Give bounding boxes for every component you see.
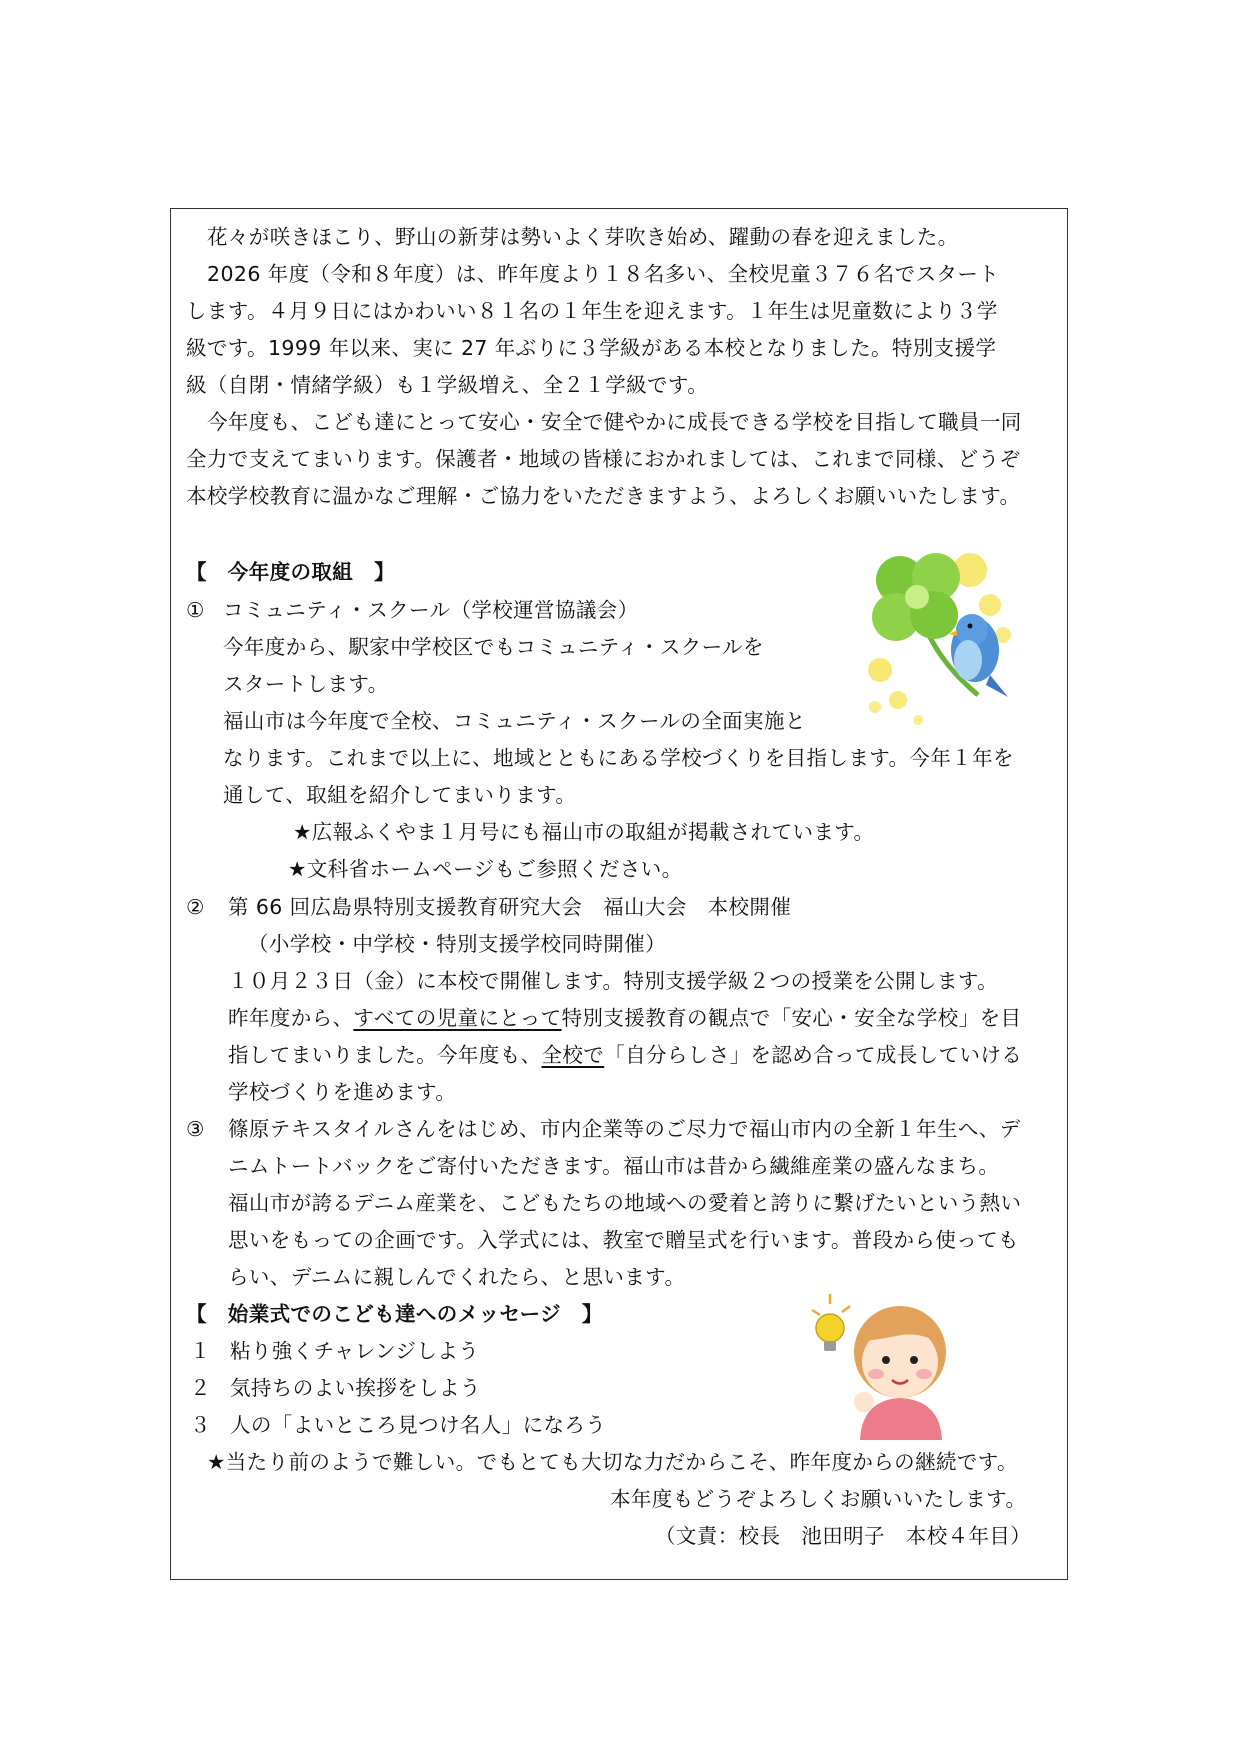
item1-note-2: ★文科省ホームページもご参照ください。 <box>288 857 683 881</box>
item2-line-2a: 昨年度から、 <box>228 1006 354 1030</box>
girl-icon <box>854 1306 946 1440</box>
girl-lightbulb-illustration <box>800 1290 970 1440</box>
message-item-3-text: 人の「よいところ見つけ名人」になろう <box>230 1413 607 1437</box>
intro-line-6: 今年度も、こども達にとって安心・安全で健やかに成長できる学校を目指して職員一同 <box>207 410 1022 434</box>
item1-line-2: スタートします。 <box>223 672 389 696</box>
message-item-3-number: ３ <box>190 1413 211 1437</box>
item2-line-3c: 「自分らしさ」を認め合って成長していける <box>604 1043 1023 1067</box>
intro-line-5: 級（自閉・情緒学級）も１学級増え、全２１学級です。 <box>186 373 709 397</box>
intro-line-7: 全力で支えてまいります。保護者・地域の皆様におかれましては、これまで同様、どうぞ <box>186 447 1021 471</box>
message-item-2-text: 気持ちのよい挨拶をしよう <box>230 1376 481 1400</box>
clover-bird-illustration <box>860 535 1020 735</box>
message-item-1-text: 粘り強くチャレンジしよう <box>230 1339 480 1363</box>
item1-line-3: 福山市は今年度で全校、コミュニティ・スクールの全面実施と <box>223 709 806 733</box>
item3-line-5: らい、デニムに親しんでくれたら、と思います。 <box>228 1265 686 1289</box>
item1-line-4: なります。これまで以上に、地域とともにある学校づくりを目指します。今年１年を <box>223 746 1014 770</box>
intro-line-8: 本校学校教育に温かなご理解・ご協力をいただきますよう、よろしくお願いいたします。 <box>186 484 1021 508</box>
item3-line-4: 思いをもっての企画です。入学式には、教室で贈呈式を行います。普段から使っても <box>228 1228 1019 1252</box>
item3-line-3: 福山市が誇るデニム産業を、こどもたちの地域への愛着と誇りに繋げたいという熱い <box>228 1191 1022 1215</box>
item3-number: ③ <box>186 1117 205 1141</box>
item1-number: ① <box>186 598 205 622</box>
message-closing: 本年度もどうぞよろしくお願いいたします。 <box>610 1487 1027 1511</box>
item2-line-4: 学校づくりを進めます。 <box>228 1080 457 1104</box>
item2-line-3a: 指してまいりました。今年度も、 <box>228 1043 542 1067</box>
item2-number: ② <box>186 895 205 919</box>
item2-underline-all-children: すべての児童にとって <box>353 1006 562 1030</box>
intro-line-2: 2026 年度（令和８年度）は、昨年度より１８名多い、全校児童３７６名でスタート <box>207 262 1000 286</box>
item2-underline-whole-school: 全校で <box>541 1043 605 1067</box>
item2-line-2 <box>228 1004 1021 1032</box>
item2-line-3 <box>228 1041 1022 1069</box>
message-item-2-number: ２ <box>190 1376 211 1400</box>
torikumi-heading: 【 今年度の取組 】 <box>186 560 395 584</box>
item1-note-1: ★広報ふくやま１月号にも福山市の取組が掲載されています。 <box>293 820 875 844</box>
item2-line-2c: 特別支援教育の観点で「安心・安全な学校」を目 <box>561 1006 1022 1030</box>
message-heading: 【 始業式でのこども達へのメッセージ 】 <box>186 1302 603 1326</box>
item3-line-1: 篠原テキスタイルさんをはじめ、市内企業等のご尽力で福山市内の全新１年生へ、デ <box>228 1117 1021 1141</box>
item1-title: コミュニティ・スクール（学校運営協議会） <box>223 598 639 622</box>
lightbulb-icon <box>812 1294 850 1351</box>
item2-subtitle: （小学校・中学校・特別支援学校同時開催） <box>248 932 666 956</box>
item1-line-5: 通して、取組を紹介してまいります。 <box>223 783 577 807</box>
intro-line-1: 花々が咲きほこり、野山の新芽は勢いよく芽吹き始め、躍動の春を迎えました。 <box>207 225 959 249</box>
bird-icon <box>949 614 1008 697</box>
signature: （文責：校長 池田明子 本校４年目） <box>655 1524 1032 1548</box>
intro-line-4: 級です。1999 年以来、実に 27 年ぶりに３学級がある本校となりました。特別支援学 <box>186 336 997 360</box>
item2-line-1: １０月２３日（金）に本校で開催します。特別支援学級２つの授業を公開します。 <box>228 969 999 993</box>
message-item-1-number: １ <box>190 1339 211 1363</box>
item3-line-2: ニムトートバックをご寄付いただきます。福山市は昔から繊維産業の盛んなまち。 <box>228 1154 1000 1178</box>
message-note: ★当たり前のようで難しい。でもとても大切な力だからこそ、昨年度からの継続です。 <box>207 1450 1018 1474</box>
intro-line-3: します。４月９日にはかわいい８１名の１年生を迎えます。１年生は児童数により３学 <box>186 299 998 323</box>
item1-line-1: 今年度から、駅家中学校区でもコミュニティ・スクールを <box>223 635 764 659</box>
item2-title: 第 66 回広島県特別支援教育研究大会 福山大会 本校開催 <box>228 895 792 919</box>
